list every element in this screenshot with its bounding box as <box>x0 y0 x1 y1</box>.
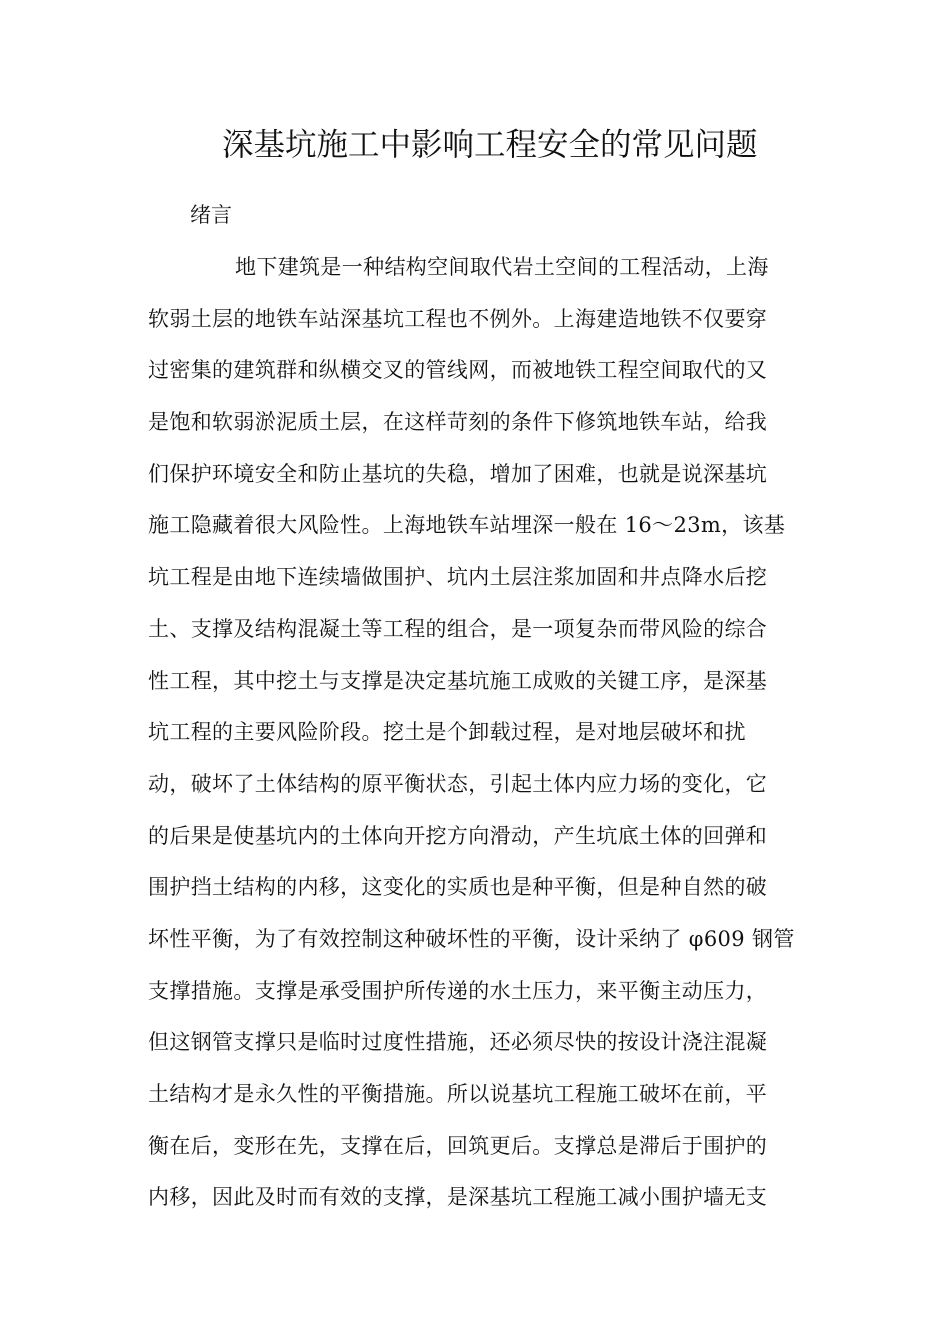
paragraph-line: 过密集的建筑群和纵横交叉的管线网，而被地铁工程空间取代的又 <box>148 358 768 383</box>
paragraph-line: 们保护环境安全和防止基坑的失稳，增加了困难，也就是说深基坑 <box>148 461 768 486</box>
paragraph-line: 土结构才是永久性的平衡措施。所以说基坑工程施工破坏在前，平 <box>148 1082 768 1106</box>
paragraph-line: 动，破坏了土体结构的原平衡状态，引起土体内应力场的变化，它 <box>148 771 768 796</box>
paragraph-line: 是饱和软弱淤泥质土层，在这样苛刻的条件下修筑地铁车站，给我 <box>148 410 768 435</box>
paragraph-line: 坑工程是由地下连续墙做围护、坑内土层注浆加固和井点降水后挖 <box>148 565 768 590</box>
section-heading: 绪言 <box>190 203 232 227</box>
paragraph-line: 性工程，其中挖土与支撑是决定基坑施工成败的关键工序，是深基 <box>148 668 768 693</box>
document-title: 深基坑施工中影响工程安全的常见问题 <box>222 127 758 163</box>
paragraph-line: 围护挡土结构的内移，这变化的实质也是种平衡，但是种自然的破 <box>148 875 768 900</box>
paragraph-line: 但这钢管支撑只是临时过度性措施，还必须尽快的按设计浇注混凝 <box>148 1030 768 1055</box>
paragraph-line: 土、支撑及结构混凝土等工程的组合，是一项复杂而带风险的综合 <box>148 616 768 641</box>
paragraph-line: 软弱土层的地铁车站深基坑工程也不例外。上海建造地铁不仅要穿 <box>148 306 768 331</box>
paragraph-line: 施工隐藏着很大风险性。上海地铁车站埋深一般在 16～23m，该基 <box>148 513 786 538</box>
paragraph-line: 内移，因此及时而有效的支撑，是深基坑工程施工减小围护墙无支 <box>148 1185 768 1210</box>
paragraph-line: 衡在后，变形在先，支撑在后，回筑更后。支撑总是滞后于围护的 <box>148 1133 768 1158</box>
paragraph <box>148 247 808 1229</box>
paragraph-line: 坑工程的主要风险阶段。挖土是个卸载过程，是对地层破坏和扰 <box>148 720 746 745</box>
paragraph-line: 地下建筑是一种结构空间取代岩土空间的工程活动，上海 <box>235 255 769 279</box>
paragraph-line: 的后果是使基坑内的土体向开挖方向滑动，产生坑底土体的回弹和 <box>148 823 768 848</box>
paragraph-line: 支撑措施。支撑是承受围护所传递的水土压力，来平衡主动压力， <box>148 978 768 1003</box>
paragraph-line: 坏性平衡，为了有效控制这种破坏性的平衡，设计采纳了 φ609 钢管 <box>148 926 795 951</box>
